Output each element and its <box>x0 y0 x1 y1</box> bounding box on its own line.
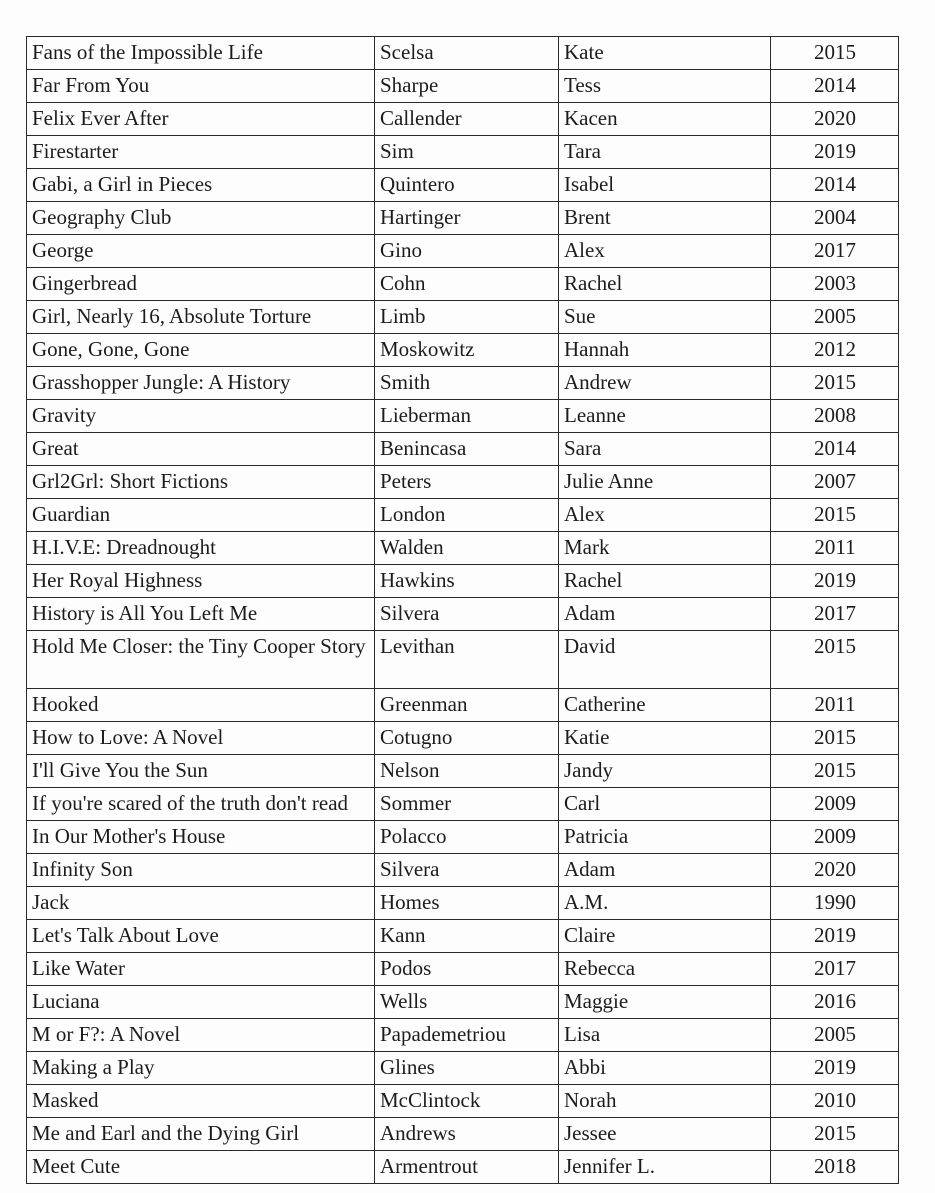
author-last-name-cell: Podos <box>375 953 559 986</box>
book-title-cell: Gabi, a Girl in Pieces <box>27 169 375 202</box>
publication-year-cell: 2011 <box>771 532 899 565</box>
publication-year-cell: 2014 <box>771 70 899 103</box>
publication-year-cell: 2015 <box>771 37 899 70</box>
table-row <box>27 722 899 755</box>
author-first-name-cell: Abbi <box>559 1052 771 1085</box>
book-title-cell: Making a Play <box>27 1052 375 1085</box>
author-last-name-cell: Wells <box>375 986 559 1019</box>
table-row <box>27 920 899 953</box>
author-last-name-cell: Andrews <box>375 1118 559 1151</box>
publication-year-cell: 2003 <box>771 268 899 301</box>
table-row <box>27 953 899 986</box>
author-first-name-cell: David <box>559 631 771 689</box>
book-title-cell: If you're scared of the truth don't read <box>27 788 375 821</box>
author-last-name-cell: Walden <box>375 532 559 565</box>
book-title-cell: Far From You <box>27 70 375 103</box>
author-last-name-cell: Homes <box>375 887 559 920</box>
author-first-name-cell: Adam <box>559 598 771 631</box>
book-title-cell: Great <box>27 433 375 466</box>
author-first-name-cell: Julie Anne <box>559 466 771 499</box>
author-first-name-cell: Alex <box>559 499 771 532</box>
author-first-name-cell: Maggie <box>559 986 771 1019</box>
author-first-name-cell: Mark <box>559 532 771 565</box>
book-title-cell: Grl2Grl: Short Fictions <box>27 466 375 499</box>
author-last-name-cell: Silvera <box>375 598 559 631</box>
publication-year-cell: 2017 <box>771 235 899 268</box>
publication-year-cell: 2016 <box>771 986 899 1019</box>
author-last-name-cell: Moskowitz <box>375 334 559 367</box>
book-title-cell: Like Water <box>27 953 375 986</box>
table-row <box>27 433 899 466</box>
book-title-cell: Fans of the Impossible Life <box>27 37 375 70</box>
author-first-name-cell: Carl <box>559 788 771 821</box>
book-title-cell: History is All You Left Me <box>27 598 375 631</box>
author-first-name-cell: Rachel <box>559 565 771 598</box>
publication-year-cell: 2019 <box>771 1052 899 1085</box>
author-first-name-cell: Lisa <box>559 1019 771 1052</box>
author-last-name-cell: Hawkins <box>375 565 559 598</box>
author-first-name-cell: Isabel <box>559 169 771 202</box>
author-first-name-cell: Tess <box>559 70 771 103</box>
author-first-name-cell: Rebecca <box>559 953 771 986</box>
table-row <box>27 1019 899 1052</box>
book-title-cell: Guardian <box>27 499 375 532</box>
author-first-name-cell: Jennifer L. <box>559 1151 771 1184</box>
publication-year-cell: 2014 <box>771 433 899 466</box>
book-title-cell: George <box>27 235 375 268</box>
table-row <box>27 598 899 631</box>
table-row <box>27 103 899 136</box>
book-title-cell: Hooked <box>27 689 375 722</box>
publication-year-cell: 2010 <box>771 1085 899 1118</box>
author-first-name-cell: Adam <box>559 854 771 887</box>
publication-year-cell: 2015 <box>771 499 899 532</box>
author-last-name-cell: Cohn <box>375 268 559 301</box>
publication-year-cell: 2019 <box>771 920 899 953</box>
table-row <box>27 1085 899 1118</box>
author-last-name-cell: Glines <box>375 1052 559 1085</box>
book-list-table <box>26 36 899 1184</box>
book-title-cell: Grasshopper Jungle: A History <box>27 367 375 400</box>
publication-year-cell: 2019 <box>771 565 899 598</box>
table-row <box>27 400 899 433</box>
table-row <box>27 1052 899 1085</box>
table-row <box>27 499 899 532</box>
author-last-name-cell: Silvera <box>375 854 559 887</box>
author-first-name-cell: Leanne <box>559 400 771 433</box>
publication-year-cell: 2014 <box>771 169 899 202</box>
publication-year-cell: 2019 <box>771 136 899 169</box>
author-last-name-cell: Nelson <box>375 755 559 788</box>
book-title-cell: H.I.V.E: Dreadnought <box>27 532 375 565</box>
author-last-name-cell: Polacco <box>375 821 559 854</box>
book-title-cell: I'll Give You the Sun <box>27 755 375 788</box>
author-last-name-cell: London <box>375 499 559 532</box>
author-first-name-cell: Patricia <box>559 821 771 854</box>
table-row <box>27 169 899 202</box>
book-title-cell: Infinity Son <box>27 854 375 887</box>
book-title-cell: Meet Cute <box>27 1151 375 1184</box>
author-last-name-cell: Papademetriou <box>375 1019 559 1052</box>
author-first-name-cell: Tara <box>559 136 771 169</box>
table-row <box>27 755 899 788</box>
table-row <box>27 301 899 334</box>
author-first-name-cell: Norah <box>559 1085 771 1118</box>
table-row <box>27 235 899 268</box>
author-last-name-cell: Limb <box>375 301 559 334</box>
table-row <box>27 821 899 854</box>
author-last-name-cell: Peters <box>375 466 559 499</box>
author-first-name-cell: Sara <box>559 433 771 466</box>
table-row <box>27 854 899 887</box>
author-first-name-cell: Claire <box>559 920 771 953</box>
table-row <box>27 986 899 1019</box>
publication-year-cell: 2004 <box>771 202 899 235</box>
author-last-name-cell: Benincasa <box>375 433 559 466</box>
publication-year-cell: 2015 <box>771 1118 899 1151</box>
author-first-name-cell: Jandy <box>559 755 771 788</box>
author-last-name-cell: Scelsa <box>375 37 559 70</box>
author-last-name-cell: Lieberman <box>375 400 559 433</box>
book-title-cell: Firestarter <box>27 136 375 169</box>
author-first-name-cell: Katie <box>559 722 771 755</box>
publication-year-cell: 2018 <box>771 1151 899 1184</box>
author-first-name-cell: Kacen <box>559 103 771 136</box>
table-row <box>27 532 899 565</box>
publication-year-cell: 2012 <box>771 334 899 367</box>
book-title-cell: Gone, Gone, Gone <box>27 334 375 367</box>
author-last-name-cell: Kann <box>375 920 559 953</box>
book-title-cell: Felix Ever After <box>27 103 375 136</box>
publication-year-cell: 2015 <box>771 755 899 788</box>
publication-year-cell: 2020 <box>771 854 899 887</box>
author-last-name-cell: McClintock <box>375 1085 559 1118</box>
table-row <box>27 788 899 821</box>
author-last-name-cell: Smith <box>375 367 559 400</box>
book-title-cell: Hold Me Closer: the Tiny Cooper Story <box>27 631 375 689</box>
book-title-cell: Let's Talk About Love <box>27 920 375 953</box>
author-last-name-cell: Sommer <box>375 788 559 821</box>
author-last-name-cell: Cotugno <box>375 722 559 755</box>
publication-year-cell: 2020 <box>771 103 899 136</box>
author-first-name-cell: Rachel <box>559 268 771 301</box>
publication-year-cell: 2005 <box>771 301 899 334</box>
table-row <box>27 1118 899 1151</box>
author-last-name-cell: Sim <box>375 136 559 169</box>
table-row <box>27 268 899 301</box>
publication-year-cell: 2017 <box>771 598 899 631</box>
publication-year-cell: 2017 <box>771 953 899 986</box>
table-row <box>27 631 899 689</box>
author-first-name-cell: A.M. <box>559 887 771 920</box>
book-title-cell: Masked <box>27 1085 375 1118</box>
author-last-name-cell: Greenman <box>375 689 559 722</box>
author-last-name-cell: Quintero <box>375 169 559 202</box>
table-row <box>27 1151 899 1184</box>
book-title-cell: Her Royal Highness <box>27 565 375 598</box>
author-first-name-cell: Alex <box>559 235 771 268</box>
table-row <box>27 887 899 920</box>
book-list-body <box>27 37 899 1184</box>
book-title-cell: Gravity <box>27 400 375 433</box>
book-title-cell: How to Love: A Novel <box>27 722 375 755</box>
book-title-cell: Gingerbread <box>27 268 375 301</box>
book-title-cell: Jack <box>27 887 375 920</box>
author-first-name-cell: Brent <box>559 202 771 235</box>
publication-year-cell: 2009 <box>771 788 899 821</box>
author-first-name-cell: Jessee <box>559 1118 771 1151</box>
book-title-cell: Me and Earl and the Dying Girl <box>27 1118 375 1151</box>
book-title-cell: M or F?: A Novel <box>27 1019 375 1052</box>
table-row <box>27 37 899 70</box>
author-last-name-cell: Hartinger <box>375 202 559 235</box>
author-last-name-cell: Levithan <box>375 631 559 689</box>
table-row <box>27 70 899 103</box>
table-row <box>27 466 899 499</box>
author-first-name-cell: Catherine <box>559 689 771 722</box>
table-row <box>27 689 899 722</box>
table-row <box>27 136 899 169</box>
publication-year-cell: 2015 <box>771 631 899 689</box>
author-first-name-cell: Sue <box>559 301 771 334</box>
author-first-name-cell: Kate <box>559 37 771 70</box>
book-title-cell: In Our Mother's House <box>27 821 375 854</box>
author-first-name-cell: Hannah <box>559 334 771 367</box>
table-row <box>27 565 899 598</box>
publication-year-cell: 2015 <box>771 367 899 400</box>
publication-year-cell: 2015 <box>771 722 899 755</box>
table-row <box>27 334 899 367</box>
publication-year-cell: 2005 <box>771 1019 899 1052</box>
publication-year-cell: 2011 <box>771 689 899 722</box>
author-last-name-cell: Sharpe <box>375 70 559 103</box>
table-row <box>27 202 899 235</box>
author-first-name-cell: Andrew <box>559 367 771 400</box>
author-last-name-cell: Armentrout <box>375 1151 559 1184</box>
publication-year-cell: 2008 <box>771 400 899 433</box>
author-last-name-cell: Callender <box>375 103 559 136</box>
author-last-name-cell: Gino <box>375 235 559 268</box>
table-row <box>27 367 899 400</box>
book-title-cell: Luciana <box>27 986 375 1019</box>
book-title-cell: Girl, Nearly 16, Absolute Torture <box>27 301 375 334</box>
publication-year-cell: 1990 <box>771 887 899 920</box>
publication-year-cell: 2007 <box>771 466 899 499</box>
book-title-cell: Geography Club <box>27 202 375 235</box>
publication-year-cell: 2009 <box>771 821 899 854</box>
